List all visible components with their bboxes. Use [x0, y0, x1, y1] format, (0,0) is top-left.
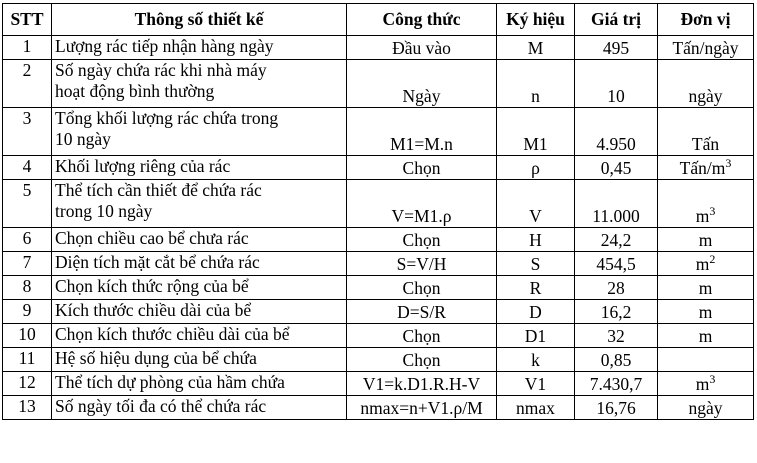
parameter-cell: [52, 228, 347, 252]
unit-text: Tấn/ngày: [672, 38, 739, 58]
formula-cell: Chọn: [347, 324, 497, 348]
unit-cell: [658, 36, 754, 60]
formula-cell: Đầu vào: [347, 36, 497, 60]
stt-cell: 6: [3, 228, 52, 252]
symbol-cell: n: [497, 60, 575, 108]
parameter-cell: [52, 156, 347, 180]
symbol-cell: nmax: [497, 396, 575, 420]
value-cell: 11.000: [575, 180, 658, 228]
unit-cell: [658, 180, 754, 228]
parameter-line: Lượng rác tiếp nhận hàng ngày: [55, 36, 274, 56]
symbol-cell: D1: [497, 324, 575, 348]
parameter-cell: [52, 276, 347, 300]
stt-cell: 13: [3, 396, 52, 420]
unit-text: ngày: [688, 398, 723, 418]
header-symbol: Ký hiệu: [497, 4, 575, 36]
table-row: [3, 36, 754, 60]
symbol-cell: R: [497, 276, 575, 300]
parameter-line: Kích thước chiều dài của bể: [55, 300, 252, 320]
symbol-cell: H: [497, 228, 575, 252]
header-value: Giá trị: [575, 4, 658, 36]
value-cell: 32: [575, 324, 658, 348]
formula-cell: V=M1.ρ: [347, 180, 497, 228]
table-row: [3, 372, 754, 396]
parameter-line: Số ngày chứa rác khi nhà máy: [55, 60, 267, 80]
unit-cell: [658, 228, 754, 252]
symbol-cell: M1: [497, 108, 575, 156]
symbol-cell: V1: [497, 372, 575, 396]
stt-cell: 1: [3, 36, 52, 60]
stt-cell: 10: [3, 324, 52, 348]
parameter-line: Khối lượng riêng của rác: [55, 156, 231, 176]
parameter-line: Chọn chiều cao bể chưa rác: [55, 228, 249, 248]
formula-cell: Ngày: [347, 60, 497, 108]
formula-cell: M1=M.n: [347, 108, 497, 156]
parameter-line: hoạt động bình thường: [55, 81, 215, 101]
parameter-cell: [52, 252, 347, 276]
table-row: [3, 108, 754, 156]
unit-cell: [658, 252, 754, 276]
stt-cell: 2: [3, 60, 52, 108]
value-cell: 0,45: [575, 156, 658, 180]
formula-cell: Chọn: [347, 276, 497, 300]
stt-cell: 9: [3, 300, 52, 324]
parameter-cell: [52, 348, 347, 372]
unit-text: Tấn/m: [679, 158, 726, 178]
unit-cell: [658, 396, 754, 420]
table-row: [3, 276, 754, 300]
table-row: [3, 180, 754, 228]
parameter-line: Tổng khối lượng rác chứa trong: [55, 108, 279, 128]
stt-cell: 7: [3, 252, 52, 276]
formula-cell: nmax=n+V1.ρ/M: [347, 396, 497, 420]
unit-text: ngày: [688, 86, 723, 106]
unit-cell: [658, 300, 754, 324]
value-cell: 7.430,7: [575, 372, 658, 396]
unit-text: Tấn: [691, 134, 720, 154]
unit-text: m: [698, 326, 713, 346]
unit-cell: [658, 276, 754, 300]
parameter-line: trong 10 ngày: [55, 201, 153, 221]
unit-cell: [658, 372, 754, 396]
table-row: [3, 300, 754, 324]
formula-cell: Chọn: [347, 228, 497, 252]
stt-cell: 8: [3, 276, 52, 300]
header-row: [3, 4, 754, 36]
parameter-cell: [52, 180, 347, 228]
parameter-line: 10 ngày: [55, 129, 111, 149]
unit-superscript: 3: [725, 156, 732, 171]
unit-cell: [658, 156, 754, 180]
symbol-cell: V: [497, 180, 575, 228]
symbol-cell: M: [497, 36, 575, 60]
table-row: [3, 228, 754, 252]
parameter-line: Thể tích cần thiết để chứa rác: [55, 180, 262, 200]
parameter-cell: [52, 372, 347, 396]
parameter-line: Chọn kích thức rộng của bể: [55, 276, 249, 296]
value-cell: 28: [575, 276, 658, 300]
stt-cell: 5: [3, 180, 52, 228]
unit-text: m: [695, 254, 710, 274]
parameter-line: Số ngày tối đa có thể chứa rác: [55, 396, 267, 416]
unit-text: m: [695, 206, 710, 226]
unit-superscript: 2: [709, 252, 716, 267]
table-row: [3, 324, 754, 348]
unit-cell: [658, 108, 754, 156]
header-stt: STT: [3, 4, 52, 36]
symbol-cell: S: [497, 252, 575, 276]
parameter-line: Hệ số hiệu dụng của bể chứa: [55, 348, 257, 368]
symbol-cell: k: [497, 348, 575, 372]
table-row: [3, 396, 754, 420]
parameter-line: Chọn kích thước chiều dài của bể: [55, 324, 290, 344]
parameter-line: Diện tích mặt cắt bể chứa rác: [55, 252, 260, 272]
design-parameters-table: [2, 3, 754, 420]
unit-text: m: [698, 302, 713, 322]
symbol-cell: ρ: [497, 156, 575, 180]
table-row: [3, 60, 754, 108]
table-row: [3, 156, 754, 180]
unit-superscript: 3: [709, 204, 716, 219]
parameter-cell: [52, 324, 347, 348]
unit-cell: [658, 348, 754, 372]
value-cell: 24,2: [575, 228, 658, 252]
formula-cell: Chọn: [347, 348, 497, 372]
unit-superscript: 3: [709, 372, 716, 387]
parameter-cell: [52, 108, 347, 156]
value-cell: 454,5: [575, 252, 658, 276]
table-row: [3, 252, 754, 276]
unit-text: m: [695, 374, 710, 394]
formula-cell: S=V/H: [347, 252, 497, 276]
unit-cell: [658, 324, 754, 348]
value-cell: 10: [575, 60, 658, 108]
parameter-cell: [52, 60, 347, 108]
parameter-cell: [52, 300, 347, 324]
value-cell: 4.950: [575, 108, 658, 156]
formula-cell: Chọn: [347, 156, 497, 180]
stt-cell: 3: [3, 108, 52, 156]
value-cell: 0,85: [575, 348, 658, 372]
value-cell: 16,76: [575, 396, 658, 420]
symbol-cell: D: [497, 300, 575, 324]
unit-text: m: [698, 230, 713, 250]
stt-cell: 12: [3, 372, 52, 396]
unit-text: m: [698, 278, 713, 298]
parameter-cell: [52, 396, 347, 420]
header-formula: Công thức: [347, 4, 497, 36]
header-parameter: Thông số thiết kế: [52, 4, 347, 36]
unit-cell: [658, 60, 754, 108]
stt-cell: 11: [3, 348, 52, 372]
value-cell: 16,2: [575, 300, 658, 324]
formula-cell: V1=k.D1.R.H-V: [347, 372, 497, 396]
value-cell: 495: [575, 36, 658, 60]
parameter-cell: [52, 36, 347, 60]
table-row: [3, 348, 754, 372]
parameter-line: Thể tích dự phòng của hầm chứa: [55, 372, 285, 392]
stt-cell: 4: [3, 156, 52, 180]
header-unit: Đơn vị: [658, 4, 754, 36]
formula-cell: D=S/R: [347, 300, 497, 324]
